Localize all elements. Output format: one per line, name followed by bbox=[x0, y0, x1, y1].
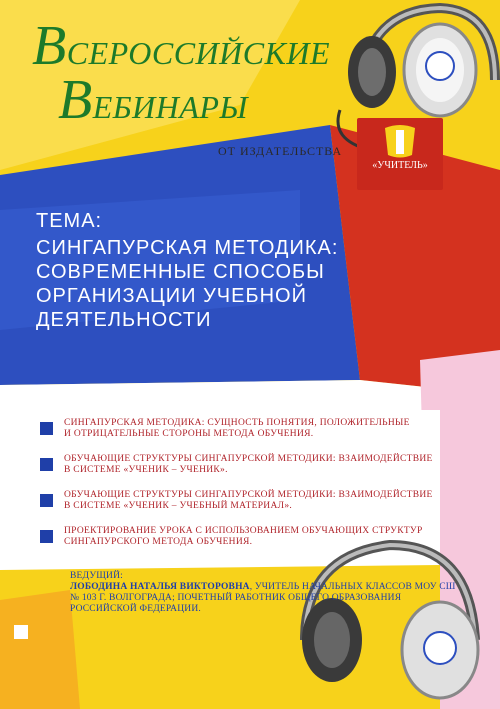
list-item bbox=[40, 490, 440, 512]
topic-list bbox=[40, 418, 440, 562]
square-bullet-icon bbox=[40, 494, 53, 507]
orange-corner bbox=[0, 590, 80, 709]
publisher-logo-text: «УЧИТЕЛЬ» bbox=[372, 160, 428, 171]
host-block bbox=[70, 571, 460, 615]
title-line: СОВРЕМЕННЫЕ СПОСОБЫ bbox=[36, 261, 325, 283]
title-line: ОРГАНИЗАЦИИ УЧЕБНОЙ bbox=[36, 285, 307, 307]
brand-line-2 bbox=[58, 69, 248, 131]
list-item bbox=[40, 454, 440, 476]
topic-text-line: В СИСТЕМЕ «УЧЕНИК – УЧЕБНЫЙ МАТЕРИАЛ». bbox=[64, 501, 293, 511]
square-bullet-icon bbox=[40, 422, 53, 435]
topic-label: ТЕМА: bbox=[36, 210, 103, 232]
topic-text-line: В СИСТЕМЕ «УЧЕНИК – УЧЕНИК». bbox=[64, 465, 228, 475]
list-item bbox=[40, 526, 440, 548]
publisher-prefix: ОТ ИЗДАТЕЛЬСТВА bbox=[218, 144, 343, 158]
topic-text-line: ОБУЧАЮЩИЕ СТРУКТУРЫ СИНГАПУРСКОЙ МЕТОДИКИ: ВЗАИМОДЕЙСТВИЕ bbox=[64, 490, 433, 500]
title-line: ДЕЯТЕЛЬНОСТИ bbox=[36, 309, 212, 331]
brand-line-1 bbox=[32, 15, 330, 77]
topic-text-line: СИНГАПУРСКАЯ МЕТОДИКА: СУЩНОСТЬ ПОНЯТИЯ, ПОЛОЖИТЕЛЬНЫЕ bbox=[64, 418, 410, 428]
brand-initial-2: В bbox=[58, 69, 93, 131]
host-name: ЛОБОДИНА НАТАЛЬЯ ВИКТОРОВНА bbox=[70, 582, 250, 592]
topic-text-line: СИНГАПУРСКОГО МЕТОДА ОБУЧЕНИЯ. bbox=[64, 537, 253, 547]
list-item bbox=[40, 418, 440, 440]
brand-rest-2: ЕБИНАРЫ bbox=[92, 89, 248, 125]
brand-initial-1: В bbox=[32, 15, 67, 77]
host-label: ВЕДУЩИЙ: bbox=[70, 571, 124, 581]
topic-text-line: ПРОЕКТИРОВАНИЕ УРОКА С ИСПОЛЬЗОВАНИЕМ ОБУЧАЮЩИХ СТРУКТУР bbox=[64, 526, 423, 536]
host-details: , УЧИТЕЛЬ НАЧАЛЬНЫХ КЛАССОВ МОУ СШ № 103 Г. ВОЛГОГРАДА; ПОЧЕТНЫЙ РАБОТНИК ОБЩЕГО ОБРАЗОВАНИЯ РОССИЙСКОЙ ФЕДЕРАЦИИ. bbox=[70, 582, 456, 614]
publisher-logo bbox=[357, 118, 443, 190]
brand-rest-1: СЕРОССИЙСКИЕ bbox=[66, 35, 330, 71]
topic-text-line: И ОТРИЦАТЕЛЬНЫЕ СТОРОНЫ МЕТОДА ОБУЧЕНИЯ. bbox=[64, 429, 314, 439]
webinar-title bbox=[36, 236, 396, 332]
white-square bbox=[14, 625, 28, 639]
square-bullet-icon bbox=[40, 530, 53, 543]
topic-text-line: ОБУЧАЮЩИЕ СТРУКТУРЫ СИНГАПУРСКОЙ МЕТОДИКИ: ВЗАИМОДЕЙСТВИЕ bbox=[64, 454, 433, 464]
title-line: СИНГАПУРСКАЯ МЕТОДИКА: bbox=[36, 237, 339, 259]
square-bullet-icon bbox=[40, 458, 53, 471]
